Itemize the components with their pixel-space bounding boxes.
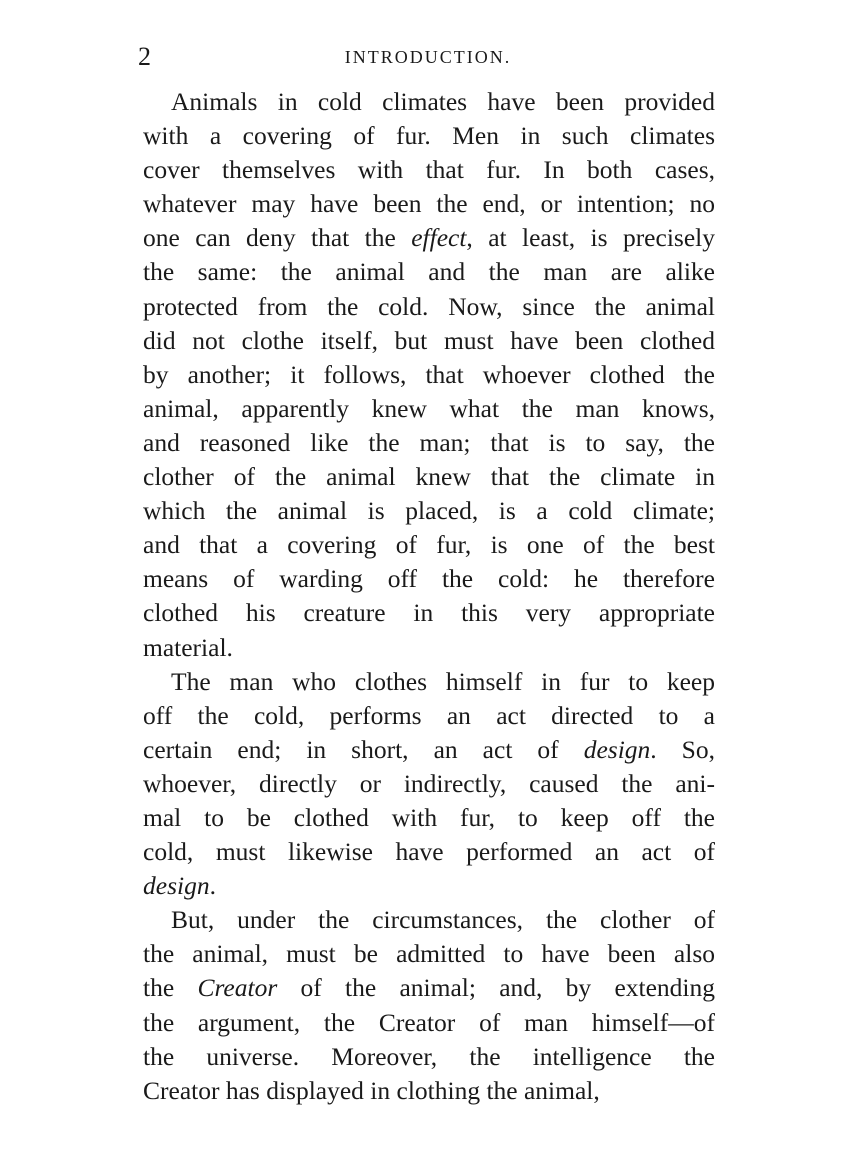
text-line: by another; it follows, that whoever clothed the [143, 359, 715, 389]
text-line: and reasoned like the man; that is to say, the [143, 427, 715, 457]
text-line: animal, apparently knew what the man knows, [143, 393, 715, 423]
text-line: whoever, directly or indirectly, caused the ani- [143, 768, 715, 798]
text-line: the animal, must be admitted to have been also [143, 939, 715, 969]
text-line: the same: the animal and the man are alike [143, 257, 715, 287]
text-line: clothed his creature in this very appropriate [143, 598, 715, 628]
running-head [138, 40, 718, 74]
paragraph [143, 85, 715, 665]
italic-word: design [143, 871, 210, 901]
text-line: clother of the animal knew that the climate in [143, 462, 715, 492]
text-line [143, 221, 715, 255]
italic-word: design [583, 734, 651, 764]
text-line: and that a covering of fur, is one of the best [143, 530, 715, 560]
running-title: INTRODUCTION. [344, 47, 512, 67]
text-run: of the animal; and, by extending [277, 973, 716, 1003]
text-line: the universe. Moreover, the intelligence the [143, 1041, 715, 1071]
text-line: whatever may have been the end, or intention; no [143, 189, 715, 219]
text-line: But, under the circumstances, the clother of [171, 905, 715, 935]
text-run: . [209, 871, 216, 901]
text-line: means of warding off the cold: he therefore [143, 564, 715, 594]
text-line: cover themselves with that fur. In both cases, [143, 155, 715, 185]
text-run: . So, [650, 734, 715, 764]
text-line [143, 971, 715, 1005]
text-line: material. [143, 632, 233, 662]
italic-word: Creator [197, 973, 278, 1003]
page-number: 2 [138, 42, 151, 71]
text-run: the [143, 973, 198, 1003]
text-line [143, 733, 715, 767]
text-run: certain end; in short, an act of [143, 734, 584, 764]
text-line: which the animal is placed, is a cold climate; [143, 496, 715, 526]
text-line [143, 869, 715, 903]
italic-word: effect [411, 223, 467, 253]
paragraph [143, 665, 715, 904]
text-line: Animals in cold climates have been provided [171, 87, 715, 116]
text-line: protected from the cold. Now, since the animal [143, 291, 715, 321]
text-line: the argument, the Creator of man himself—of [143, 1007, 715, 1037]
paragraph [143, 903, 715, 1108]
text-run: , at least, is precisely [466, 223, 715, 253]
text-line: did not clothe itself, but must have been clothed [143, 325, 715, 355]
text-line: with a covering of fur. Men in such climates [143, 121, 715, 151]
text-line: The man who clothes himself in fur to keep [171, 666, 715, 696]
text-run: one can deny that the [143, 223, 412, 253]
text-line: off the cold, performs an act directed to a [143, 700, 715, 730]
text-line: cold, must likewise have performed an act of [143, 837, 715, 867]
body-text [143, 85, 715, 1108]
text-line: mal to be clothed with fur, to keep off the [143, 802, 715, 832]
text-line: Creator has displayed in clothing the animal, [143, 1075, 600, 1105]
